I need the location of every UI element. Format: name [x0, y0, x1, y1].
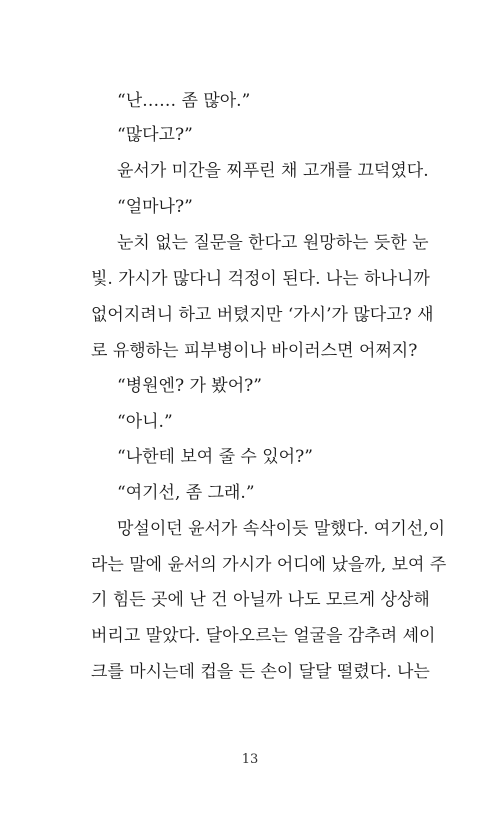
text-line: 로 유행하는 피부병이나 바이러스면 어쩌지? — [91, 341, 418, 361]
text-line: “아니.” — [117, 412, 173, 432]
text-line: “나한테 보여 줄 수 있어?” — [117, 447, 313, 467]
text-line: “여기선, 좀 그래.” — [117, 483, 255, 503]
text-line: 버리고 말았다. 달아오르는 얼굴을 감추려 셰이 — [91, 626, 436, 646]
text-line: 크를 마시는데 컵을 든 손이 달달 떨렸다. 나는 — [91, 662, 430, 682]
text-line: 라는 말에 윤서의 가시가 어디에 났을까, 보여 주 — [91, 555, 447, 575]
text-line: 윤서가 미간을 찌푸린 채 고개를 끄덕였다. — [117, 161, 429, 181]
text-line: 없어지려니 하고 버텼지만 ‘가시’가 많다고? 새 — [91, 305, 434, 325]
text-line: 눈치 없는 질문을 한다고 원망하는 듯한 눈 — [117, 233, 429, 253]
text-line: “많다고?” — [117, 125, 193, 145]
text-line: 망설이던 윤서가 속삭이듯 말했다. 여기선,이 — [117, 519, 446, 539]
text-line: 빛. 가시가 많다니 걱정이 된다. 나는 하나니까 — [91, 269, 430, 289]
text-line: 기 힘든 곳에 난 건 아닐까 나도 모르게 상상해 — [91, 590, 430, 610]
text-line: “병원엔? 가 봤어?” — [117, 376, 262, 396]
page-number: 13 — [241, 752, 259, 767]
text-line: “얼마나?” — [117, 197, 193, 217]
text-line: “난…… 좀 많아.” — [117, 91, 251, 111]
